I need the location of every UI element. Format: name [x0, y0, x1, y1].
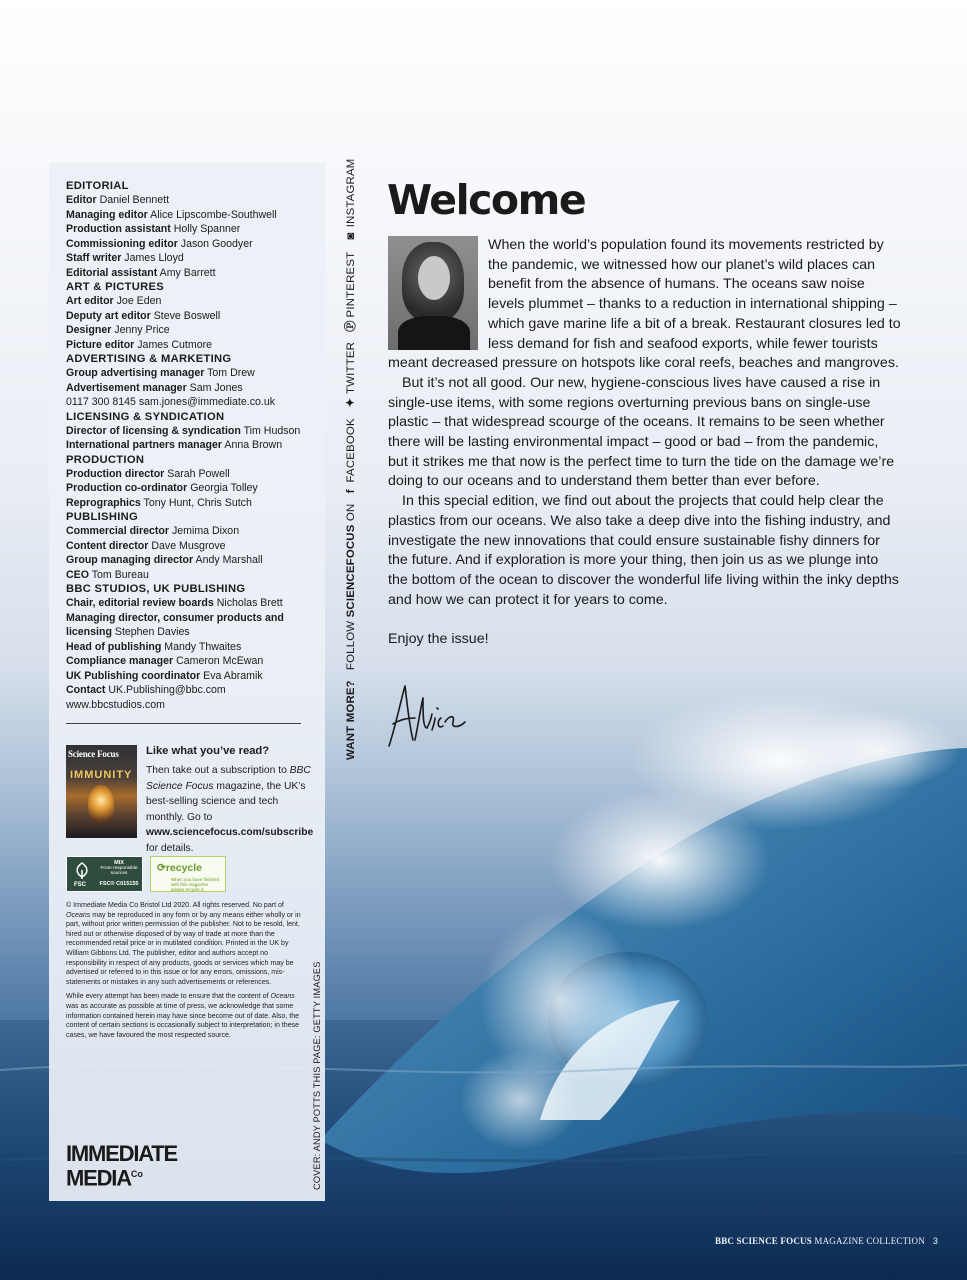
- page-footer: [715, 1236, 938, 1246]
- credit-row: International partners manager Anna Brown: [66, 439, 283, 451]
- credit-row: Content director Dave Musgrove: [66, 539, 226, 552]
- editor-portrait: [388, 236, 478, 350]
- recycle-note: When you have finished with this magazine please recycle it.: [171, 877, 220, 892]
- credit-row: Editorial assistant Amy Barrett: [66, 266, 216, 279]
- website-row: [66, 698, 311, 713]
- certification-badges: [66, 856, 311, 896]
- subscription-body: Then take out a subscription to BBC Science Focus magazine, the UK’s best-selling science and tech monthly. Go to www.sciencefocus.com/subscribe for details.: [146, 765, 314, 854]
- fsc-mix-badge: [66, 856, 143, 892]
- portrait-body: [398, 316, 470, 350]
- instagram-link[interactable]: INSTAGRAM: [345, 158, 357, 228]
- twitter-link[interactable]: TWITTER: [345, 341, 357, 394]
- cover-headline: IMMUNITY: [70, 769, 133, 781]
- recycle-badge: [150, 856, 226, 892]
- credit-row: Art editor Joe Eden: [66, 295, 162, 307]
- facebook-link[interactable]: FACEBOOK: [345, 418, 357, 483]
- magazine-cover-thumbnail: [66, 745, 137, 838]
- letter-paragraph-3: In this special edition, we find out about the projects that could help clear the plastics from our oceans. We also take a deep dive into the fishing industry, and investigate the new innovations that could ensure sustainable fishy dinners for the future. And if exploration is more your thing, then join us as we plunge into the bottom of the ocean to discover the wonderful life living within the inky depths and how we can protect it for years to come.: [388, 493, 899, 608]
- editor-letter: [388, 236, 902, 650]
- recycle-icon: ⟳: [157, 862, 166, 874]
- credits-section-art: [66, 280, 311, 352]
- accuracy-paragraph: While every attempt has been made to ensure that the content of Oceans was as accurate as possible at time of press, we acknowledge that some information contained herein may have since become out of date. Also, the content of certain sections is occasionally subject to interpretation; in these cases, we have favoured the most respected source.: [66, 993, 300, 1039]
- credit-row: Managing director, consumer products and licensing Stephen Davies: [66, 611, 284, 638]
- section-title: ADVERTISING & MARKETING: [66, 353, 232, 365]
- credit-row: Editor Daniel Bennett: [66, 194, 170, 206]
- credit-row: Managing editor Alice Lipscombe-Southwell: [66, 208, 277, 221]
- credit-row: Head of publishing Mandy Thwaites: [66, 640, 242, 653]
- immediate-media-logo: IMMEDIATE $MEDIA^{Co}$: [66, 1141, 178, 1191]
- credit-row: Production assistant Holly Spanner: [66, 223, 241, 235]
- credit-row: Reprographics Tony Hunt, Chris Sutch: [66, 496, 252, 509]
- credit-row: Advertisement manager Sam Jones: [66, 381, 243, 394]
- credit-row: UK Publishing coordinator Eva Abramik: [66, 669, 263, 682]
- website-link[interactable]: www.bbcstudios.com: [66, 698, 165, 711]
- letter-paragraph-1: When the world’s population found its movements restricted by the pandemic, we witnessed how our planet’s wild places can benefit from the absence of humans. The oceans saw noise levels plummet – thanks to a reduction in international shipping – which gave marine life a bit of a break. Restaurant closures led to less demand for fish and seafood exports, while fewer tourists meant decreased pressure on hotspots like coral reefs, beaches and mangroves.: [388, 237, 901, 372]
- contact-row: 0117 300 8145 sam.jones@immediate.co.uk: [66, 396, 276, 408]
- image-credit: COVER: ANDY POTTS THIS PAGE: GETTY IMAGES: [312, 961, 322, 1190]
- contact-email-link[interactable]: UK.Publishing@bbc.com: [108, 684, 226, 696]
- subscription-promo: [66, 745, 314, 855]
- pinterest-link[interactable]: PINTEREST: [345, 251, 357, 318]
- credit-row: Director of licensing & syndication Tim Hudson: [66, 424, 301, 437]
- facebook-icon: f: [345, 489, 357, 494]
- follow-label: FOLLOW: [345, 620, 357, 671]
- divider: [66, 723, 301, 724]
- fsc-tree-icon: [71, 861, 93, 888]
- contact-email-row: Contact UK.Publishing@bbc.com: [66, 684, 226, 696]
- credit-row: Commissioning editor Jason Goodyer: [66, 237, 253, 250]
- pinterest-icon: Ⓟ: [345, 320, 357, 332]
- credit-row: Production director Sarah Powell: [66, 467, 230, 480]
- credits-section-licensing: [66, 410, 311, 453]
- credit-row: Picture editor James Cutmore: [66, 338, 213, 351]
- page-number: 3: [932, 1236, 939, 1246]
- staff-credits-panel: [49, 163, 325, 1201]
- footer-collection: MAGAZINE COLLECTION: [811, 1236, 925, 1246]
- subscription-heading: Like what you’ve read?: [146, 745, 270, 757]
- recycle-label: ⟳recycle: [157, 862, 203, 874]
- credit-row: Group advertising manager Tom Drew: [66, 367, 255, 379]
- section-title: PRODUCTION: [66, 453, 145, 466]
- credits-section-editorial: [66, 179, 311, 280]
- page-title: Welcome: [387, 176, 586, 224]
- svg-text:FSC: FSC: [74, 882, 86, 888]
- social-follow-strip: [342, 159, 358, 760]
- legal-notice: [66, 901, 302, 1040]
- credit-row: Group managing director Andy Marshall: [66, 554, 263, 566]
- want-more-label: WANT MORE?: [345, 680, 357, 760]
- letter-paragraph-2: But it’s not all good. Our new, hygiene-conscious lives have caused a rise in single-use items, with some regions overturning previous bans on single-use plastic – that widespread scourge of the oceans. It remains to be seen whether there will be lasting environmental impact – good or bad – from the pandemic, but it strikes me that now is the perfect time to turn the tide on the damage we’re doing to our oceans and to understand them better than ever before.: [388, 374, 895, 490]
- subscription-link[interactable]: www.sciencefocus.com/subscribe: [146, 827, 314, 838]
- credit-row: Chair, editorial review boards Nicholas Brett: [66, 597, 283, 609]
- letter-closing: Enjoy the issue!: [388, 631, 489, 648]
- section-title: BBC STUDIOS, UK PUBLISHING: [66, 583, 246, 595]
- credit-row: Staff writer James Lloyd: [66, 252, 184, 264]
- social-handle: SCIENCEFOCUS: [345, 524, 357, 618]
- section-title: ART & PICTURES: [66, 281, 165, 293]
- section-title: EDITORIAL: [66, 180, 129, 192]
- section-title: PUBLISHING: [66, 511, 138, 523]
- portrait-face: [418, 256, 450, 300]
- editor-signature: [385, 680, 473, 754]
- cover-masthead: Science Focus: [68, 749, 119, 759]
- copyright-paragraph: © Immediate Media Co Bristol Ltd 2020. All rights reserved. No part of Oceans may be reproduced in any form or by any means either wholly or in part, without prior written permission of the publisher. Not to be resold, lent, hired out or otherwise disposed of by way of trade at more than the recommended retail price or in mutilated condition. Printed in the UK by William Gibbons Ltd. The publisher, editor and authors accept no responsibility in respect of any products, goods or services which may be advertised or referred to in this issue or for any errors, omissions, mis-statements or mistakes in any such advertisements or references.: [66, 902, 301, 986]
- credit-row: Production co-ordinator Georgia Tolley: [66, 482, 258, 494]
- credits-section-production: [66, 453, 311, 511]
- cover-figure: [88, 785, 114, 823]
- fsc-code: FSC® C015155: [99, 881, 139, 887]
- credit-row: Compliance manager Cameron McEwan: [66, 655, 264, 667]
- section-title: LICENSING & SYNDICATION: [66, 410, 225, 423]
- credits-section-bbc-studios: [66, 582, 311, 712]
- subscription-text-block: [146, 745, 316, 856]
- fsc-mix-label: MIX From responsible sources: [100, 860, 138, 876]
- credits-section-advertising: [66, 352, 311, 410]
- credit-row: Designer Jenny Price: [66, 324, 170, 336]
- credits-section-publishing: [66, 510, 311, 582]
- twitter-icon: ✦: [345, 397, 357, 408]
- on-label: ON: [345, 503, 357, 522]
- credit-row: CEO Tom Bureau: [66, 568, 149, 581]
- credit-row: Deputy art editor Steve Boswell: [66, 309, 221, 322]
- credit-row: Commercial director Jemima Dixon: [66, 525, 240, 537]
- footer-brand: BBC SCIENCE FOCUS: [715, 1236, 812, 1246]
- instagram-icon: ◙: [345, 232, 357, 240]
